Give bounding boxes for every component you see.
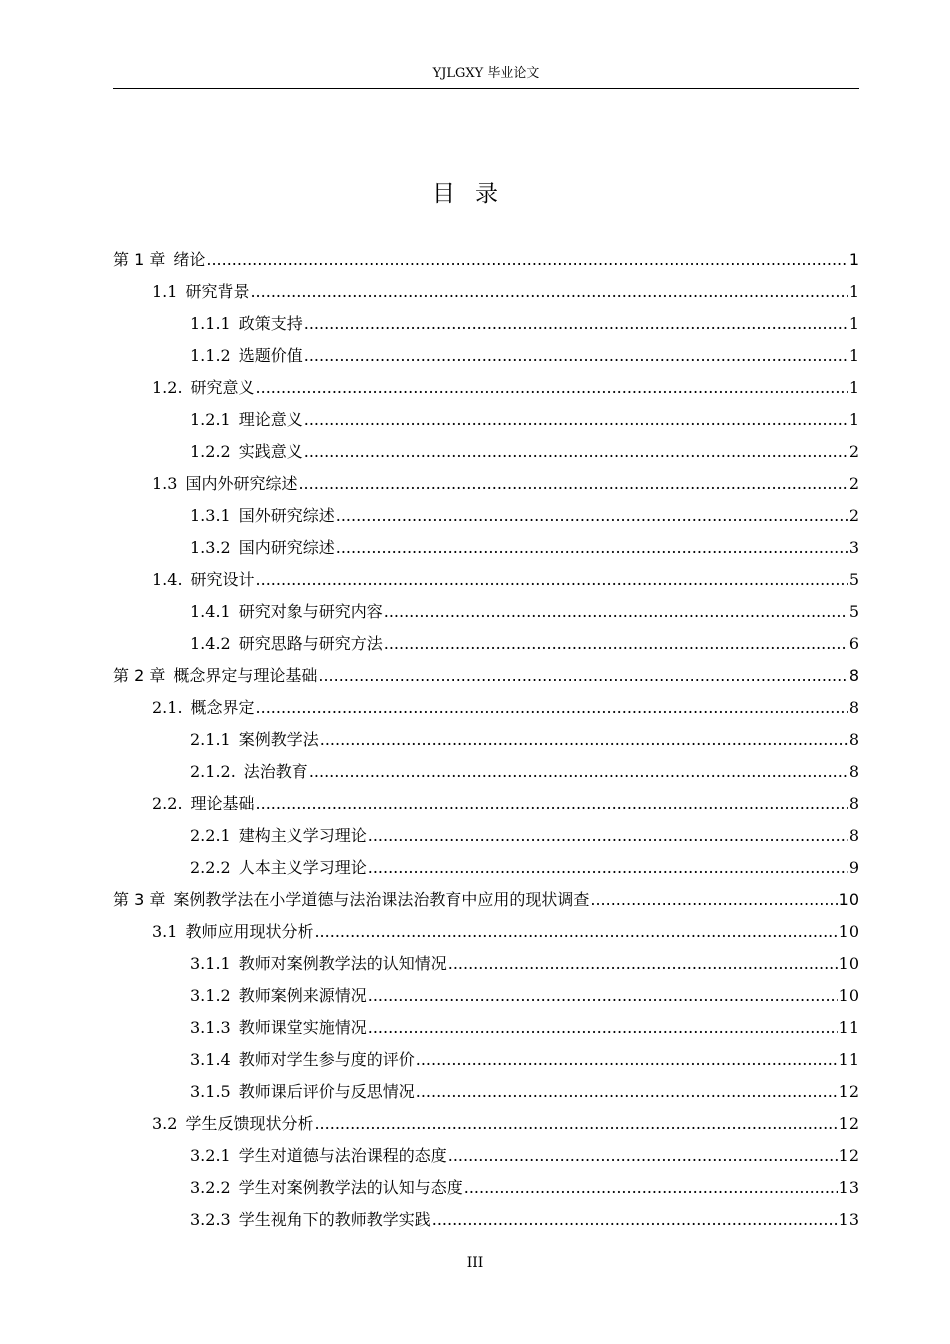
toc-entry-page: 12 [838, 1082, 859, 1101]
toc-entry-number: 3.1.1 [190, 954, 231, 973]
toc-entry-page: 8 [848, 666, 859, 685]
toc-entry-label: 研究背景 [185, 282, 250, 301]
toc-entry-page: 10 [838, 922, 859, 941]
toc-entry[interactable] [113, 340, 859, 372]
toc-entry-number: 3.2 [152, 1114, 178, 1133]
toc-entry[interactable] [113, 468, 859, 500]
toc-dot-leader [304, 404, 848, 436]
toc-entry-label: 法治教育 [243, 762, 308, 781]
toc-dot-leader [256, 564, 848, 596]
toc-entry-page: 5 [848, 570, 859, 589]
table-of-contents [113, 244, 859, 1236]
toc-entry-number: 2.1.1 [190, 730, 231, 749]
toc-dot-leader [384, 628, 848, 660]
toc-entry-label: 研究意义 [190, 378, 255, 397]
toc-entry-page: 1 [848, 410, 859, 429]
toc-entry-page: 12 [838, 1146, 859, 1165]
toc-entry[interactable] [113, 564, 859, 596]
toc-dot-leader [336, 532, 848, 564]
toc-entry-label: 案例教学法 [238, 730, 319, 749]
toc-dot-leader [368, 980, 838, 1012]
toc-entry[interactable] [113, 436, 859, 468]
toc-entry-number: 3.1 [152, 922, 178, 941]
toc-entry-page: 11 [838, 1018, 859, 1037]
toc-entry[interactable] [113, 1140, 859, 1172]
toc-entry-number: 2.2.2 [190, 858, 231, 877]
toc-entry-label: 学生对案例教学法的认知与态度 [238, 1178, 463, 1197]
toc-entry-page: 12 [838, 1114, 859, 1133]
toc-dot-leader [590, 884, 837, 916]
toc-entry[interactable] [113, 1172, 859, 1204]
toc-entry-number: 第 3 章 [113, 890, 166, 909]
toc-entry-number: 1.3.2 [190, 538, 231, 557]
toc-dot-leader [314, 1108, 837, 1140]
toc-entry-label: 研究设计 [190, 570, 255, 589]
toc-entry[interactable] [113, 308, 859, 340]
toc-entry-number: 1.2.1 [190, 410, 231, 429]
header-rule [113, 88, 859, 89]
toc-entry-page: 8 [848, 698, 859, 717]
toc-entry-number: 1.3.1 [190, 506, 231, 525]
toc-entry-page: 8 [848, 826, 859, 845]
toc-entry-page: 1 [848, 378, 859, 397]
toc-dot-leader [384, 596, 848, 628]
toc-entry[interactable] [113, 628, 859, 660]
toc-entry-label: 教师对学生参与度的评价 [238, 1050, 415, 1069]
page-number: III [466, 1255, 484, 1271]
toc-dot-leader [416, 1076, 838, 1108]
toc-entry-number: 1.1 [152, 282, 178, 301]
toc-entry-page: 1 [848, 282, 859, 301]
toc-entry[interactable] [113, 852, 859, 884]
toc-entry-number: 1.2.2 [190, 442, 231, 461]
toc-entry[interactable] [113, 500, 859, 532]
running-header: YJLGXY 毕业论文 [432, 66, 540, 81]
toc-entry[interactable] [113, 724, 859, 756]
toc-entry[interactable] [113, 756, 859, 788]
toc-dot-leader [309, 756, 848, 788]
toc-dot-leader [318, 660, 847, 692]
toc-entry-number: 3.1.3 [190, 1018, 231, 1037]
toc-dot-leader [256, 788, 848, 820]
toc-entry-number: 1.4. [152, 570, 183, 589]
toc-entry-number: 3.1.5 [190, 1082, 231, 1101]
toc-entry[interactable] [113, 596, 859, 628]
toc-entry-number: 1.3 [152, 474, 178, 493]
toc-entry-label: 教师应用现状分析 [185, 922, 314, 941]
toc-dot-leader [304, 340, 848, 372]
toc-entry[interactable] [113, 244, 859, 276]
toc-entry-page: 10 [838, 954, 859, 973]
toc-entry[interactable] [113, 788, 859, 820]
toc-entry-label: 实践意义 [238, 442, 303, 461]
toc-entry[interactable] [113, 1204, 859, 1236]
toc-dot-leader [368, 852, 848, 884]
toc-entry-number: 第 1 章 [113, 250, 166, 269]
toc-entry-number: 第 2 章 [113, 666, 166, 685]
toc-dot-leader [256, 372, 848, 404]
toc-entry-number: 3.1.2 [190, 986, 231, 1005]
toc-dot-leader [448, 1140, 838, 1172]
toc-entry[interactable] [113, 692, 859, 724]
toc-entry[interactable] [113, 1108, 859, 1140]
toc-entry-page: 1 [848, 346, 859, 365]
toc-entry[interactable] [113, 948, 859, 980]
toc-entry-number: 2.1. [152, 698, 183, 717]
toc-entry-page: 2 [848, 442, 859, 461]
toc-entry-page: 10 [838, 890, 859, 909]
toc-entry-page: 8 [848, 762, 859, 781]
toc-entry-page: 2 [848, 474, 859, 493]
toc-entry-label: 教师课后评价与反思情况 [238, 1082, 415, 1101]
toc-dot-leader [464, 1172, 838, 1204]
toc-dot-leader [368, 820, 848, 852]
toc-dot-leader [336, 500, 848, 532]
toc-entry-label: 研究对象与研究内容 [238, 602, 383, 621]
toc-entry-label: 理论意义 [238, 410, 303, 429]
toc-entry-number: 3.2.1 [190, 1146, 231, 1165]
toc-entry-number: 3.2.3 [190, 1210, 231, 1229]
toc-entry-page: 10 [838, 986, 859, 1005]
toc-entry[interactable] [113, 276, 859, 308]
toc-entry[interactable] [113, 660, 859, 692]
toc-dot-leader [448, 948, 838, 980]
toc-entry[interactable] [113, 916, 859, 948]
toc-title: 目录 [432, 181, 518, 207]
toc-entry-label: 人本主义学习理论 [238, 858, 367, 877]
toc-entry-page: 9 [848, 858, 859, 877]
toc-entry[interactable] [113, 372, 859, 404]
toc-dot-leader [416, 1044, 838, 1076]
toc-entry-number: 3.1.4 [190, 1050, 231, 1069]
toc-entry-label: 教师案例来源情况 [238, 986, 367, 1005]
toc-entry-label: 国外研究综述 [238, 506, 335, 525]
toc-dot-leader [432, 1204, 838, 1236]
toc-dot-leader [320, 724, 848, 756]
toc-entry-page: 1 [848, 314, 859, 333]
toc-entry-page: 6 [848, 634, 859, 653]
toc-dot-leader [256, 692, 848, 724]
toc-entry-label: 案例教学法在小学道德与法治课法治教育中应用的现状调查 [173, 890, 590, 909]
toc-entry-label: 学生反馈现状分析 [185, 1114, 314, 1133]
toc-entry-label: 政策支持 [238, 314, 303, 333]
toc-entry-number: 1.1.1 [190, 314, 231, 333]
toc-entry-page: 11 [838, 1050, 859, 1069]
toc-entry-label: 绪论 [173, 250, 206, 269]
toc-entry[interactable] [113, 1044, 859, 1076]
toc-entry-number: 1.2. [152, 378, 183, 397]
toc-entry-page: 8 [848, 730, 859, 749]
toc-entry-number: 2.1.2. [190, 762, 236, 781]
toc-entry-label: 概念界定与理论基础 [173, 666, 318, 685]
toc-entry[interactable] [113, 532, 859, 564]
toc-entry-label: 研究思路与研究方法 [238, 634, 383, 653]
toc-dot-leader [314, 916, 837, 948]
toc-entry-label: 国内外研究综述 [185, 474, 298, 493]
toc-dot-leader [368, 1012, 838, 1044]
toc-entry[interactable] [113, 404, 859, 436]
toc-entry-number: 3.2.2 [190, 1178, 231, 1197]
toc-entry-number: 1.4.2 [190, 634, 231, 653]
toc-entry-label: 理论基础 [190, 794, 255, 813]
toc-entry-page: 3 [848, 538, 859, 557]
toc-dot-leader [298, 468, 847, 500]
toc-entry[interactable] [113, 820, 859, 852]
toc-entry[interactable] [113, 1076, 859, 1108]
toc-entry-number: 2.2. [152, 794, 183, 813]
toc-entry-page: 2 [848, 506, 859, 525]
toc-dot-leader [206, 244, 847, 276]
toc-dot-leader [250, 276, 847, 308]
toc-entry[interactable] [113, 884, 859, 916]
toc-dot-leader [304, 308, 848, 340]
toc-entry-label: 概念界定 [190, 698, 255, 717]
toc-entry-page: 1 [848, 250, 859, 269]
toc-entry-number: 1.1.2 [190, 346, 231, 365]
toc-entry-page: 5 [848, 602, 859, 621]
toc-entry-number: 1.4.1 [190, 602, 231, 621]
toc-entry-label: 教师课堂实施情况 [238, 1018, 367, 1037]
toc-entry-label: 学生对道德与法治课程的态度 [238, 1146, 447, 1165]
toc-entry[interactable] [113, 980, 859, 1012]
toc-entry-label: 国内研究综述 [238, 538, 335, 557]
toc-entry-label: 选题价值 [238, 346, 303, 365]
toc-entry-label: 学生视角下的教师教学实践 [238, 1210, 431, 1229]
toc-dot-leader [304, 436, 848, 468]
toc-entry-label: 教师对案例教学法的认知情况 [238, 954, 447, 973]
toc-entry-page: 13 [838, 1210, 859, 1229]
toc-entry-number: 2.2.1 [190, 826, 231, 845]
toc-entry-page: 8 [848, 794, 859, 813]
toc-entry[interactable] [113, 1012, 859, 1044]
toc-entry-label: 建构主义学习理论 [238, 826, 367, 845]
toc-entry-page: 13 [838, 1178, 859, 1197]
